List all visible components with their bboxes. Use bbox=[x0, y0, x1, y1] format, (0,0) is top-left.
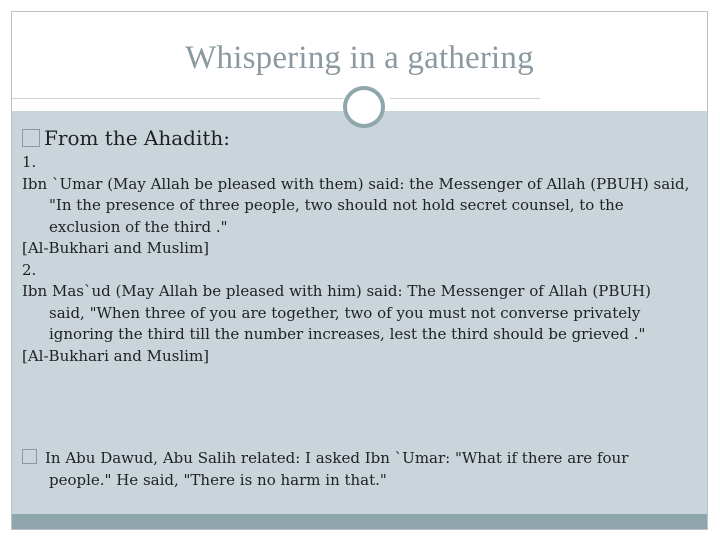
source-2: [Al-Bukhari and Muslim] bbox=[22, 346, 210, 365]
square-bullet-icon bbox=[22, 449, 37, 464]
item-number-1: 1. bbox=[22, 153, 37, 171]
square-bullet-icon bbox=[22, 129, 40, 147]
bottom-bar bbox=[12, 514, 707, 529]
footer-bullet-text: In Abu Dawud, Abu Salih related: I asked Ibn `Umar: "What if there are four people." He said, "There is no harm in that." bbox=[45, 449, 629, 489]
hadith-1: Ibn `Umar (May Allah be pleased with them) said: the Messenger of Allah (PBUH) said, "In the presence of three people, two should not hold secret counsel, to the exclusion of the third ." bbox=[22, 174, 690, 236]
hadith-2: Ibn Mas`ud (May Allah be pleased with him) said: The Messenger of Allah (PBUH) said, "When three of you are together, two of you must not converse privately ignoring the third till the number increases, lest the third should be grieved ." bbox=[22, 282, 651, 343]
source-1: [Al-Bukhari and Muslim] bbox=[22, 239, 210, 257]
content-heading bbox=[22, 126, 230, 150]
title-divider-right bbox=[390, 98, 540, 99]
title-divider-left bbox=[12, 98, 343, 99]
item-number-2: 2. bbox=[22, 260, 37, 279]
title-area bbox=[12, 12, 707, 98]
heading-text: From the Ahadith: bbox=[44, 126, 231, 150]
hadith-text-block bbox=[22, 152, 690, 367]
ring-ornament-icon bbox=[343, 86, 385, 128]
slide-title: Whispering in a gathering bbox=[185, 40, 534, 76]
footer-bullet bbox=[22, 448, 690, 491]
